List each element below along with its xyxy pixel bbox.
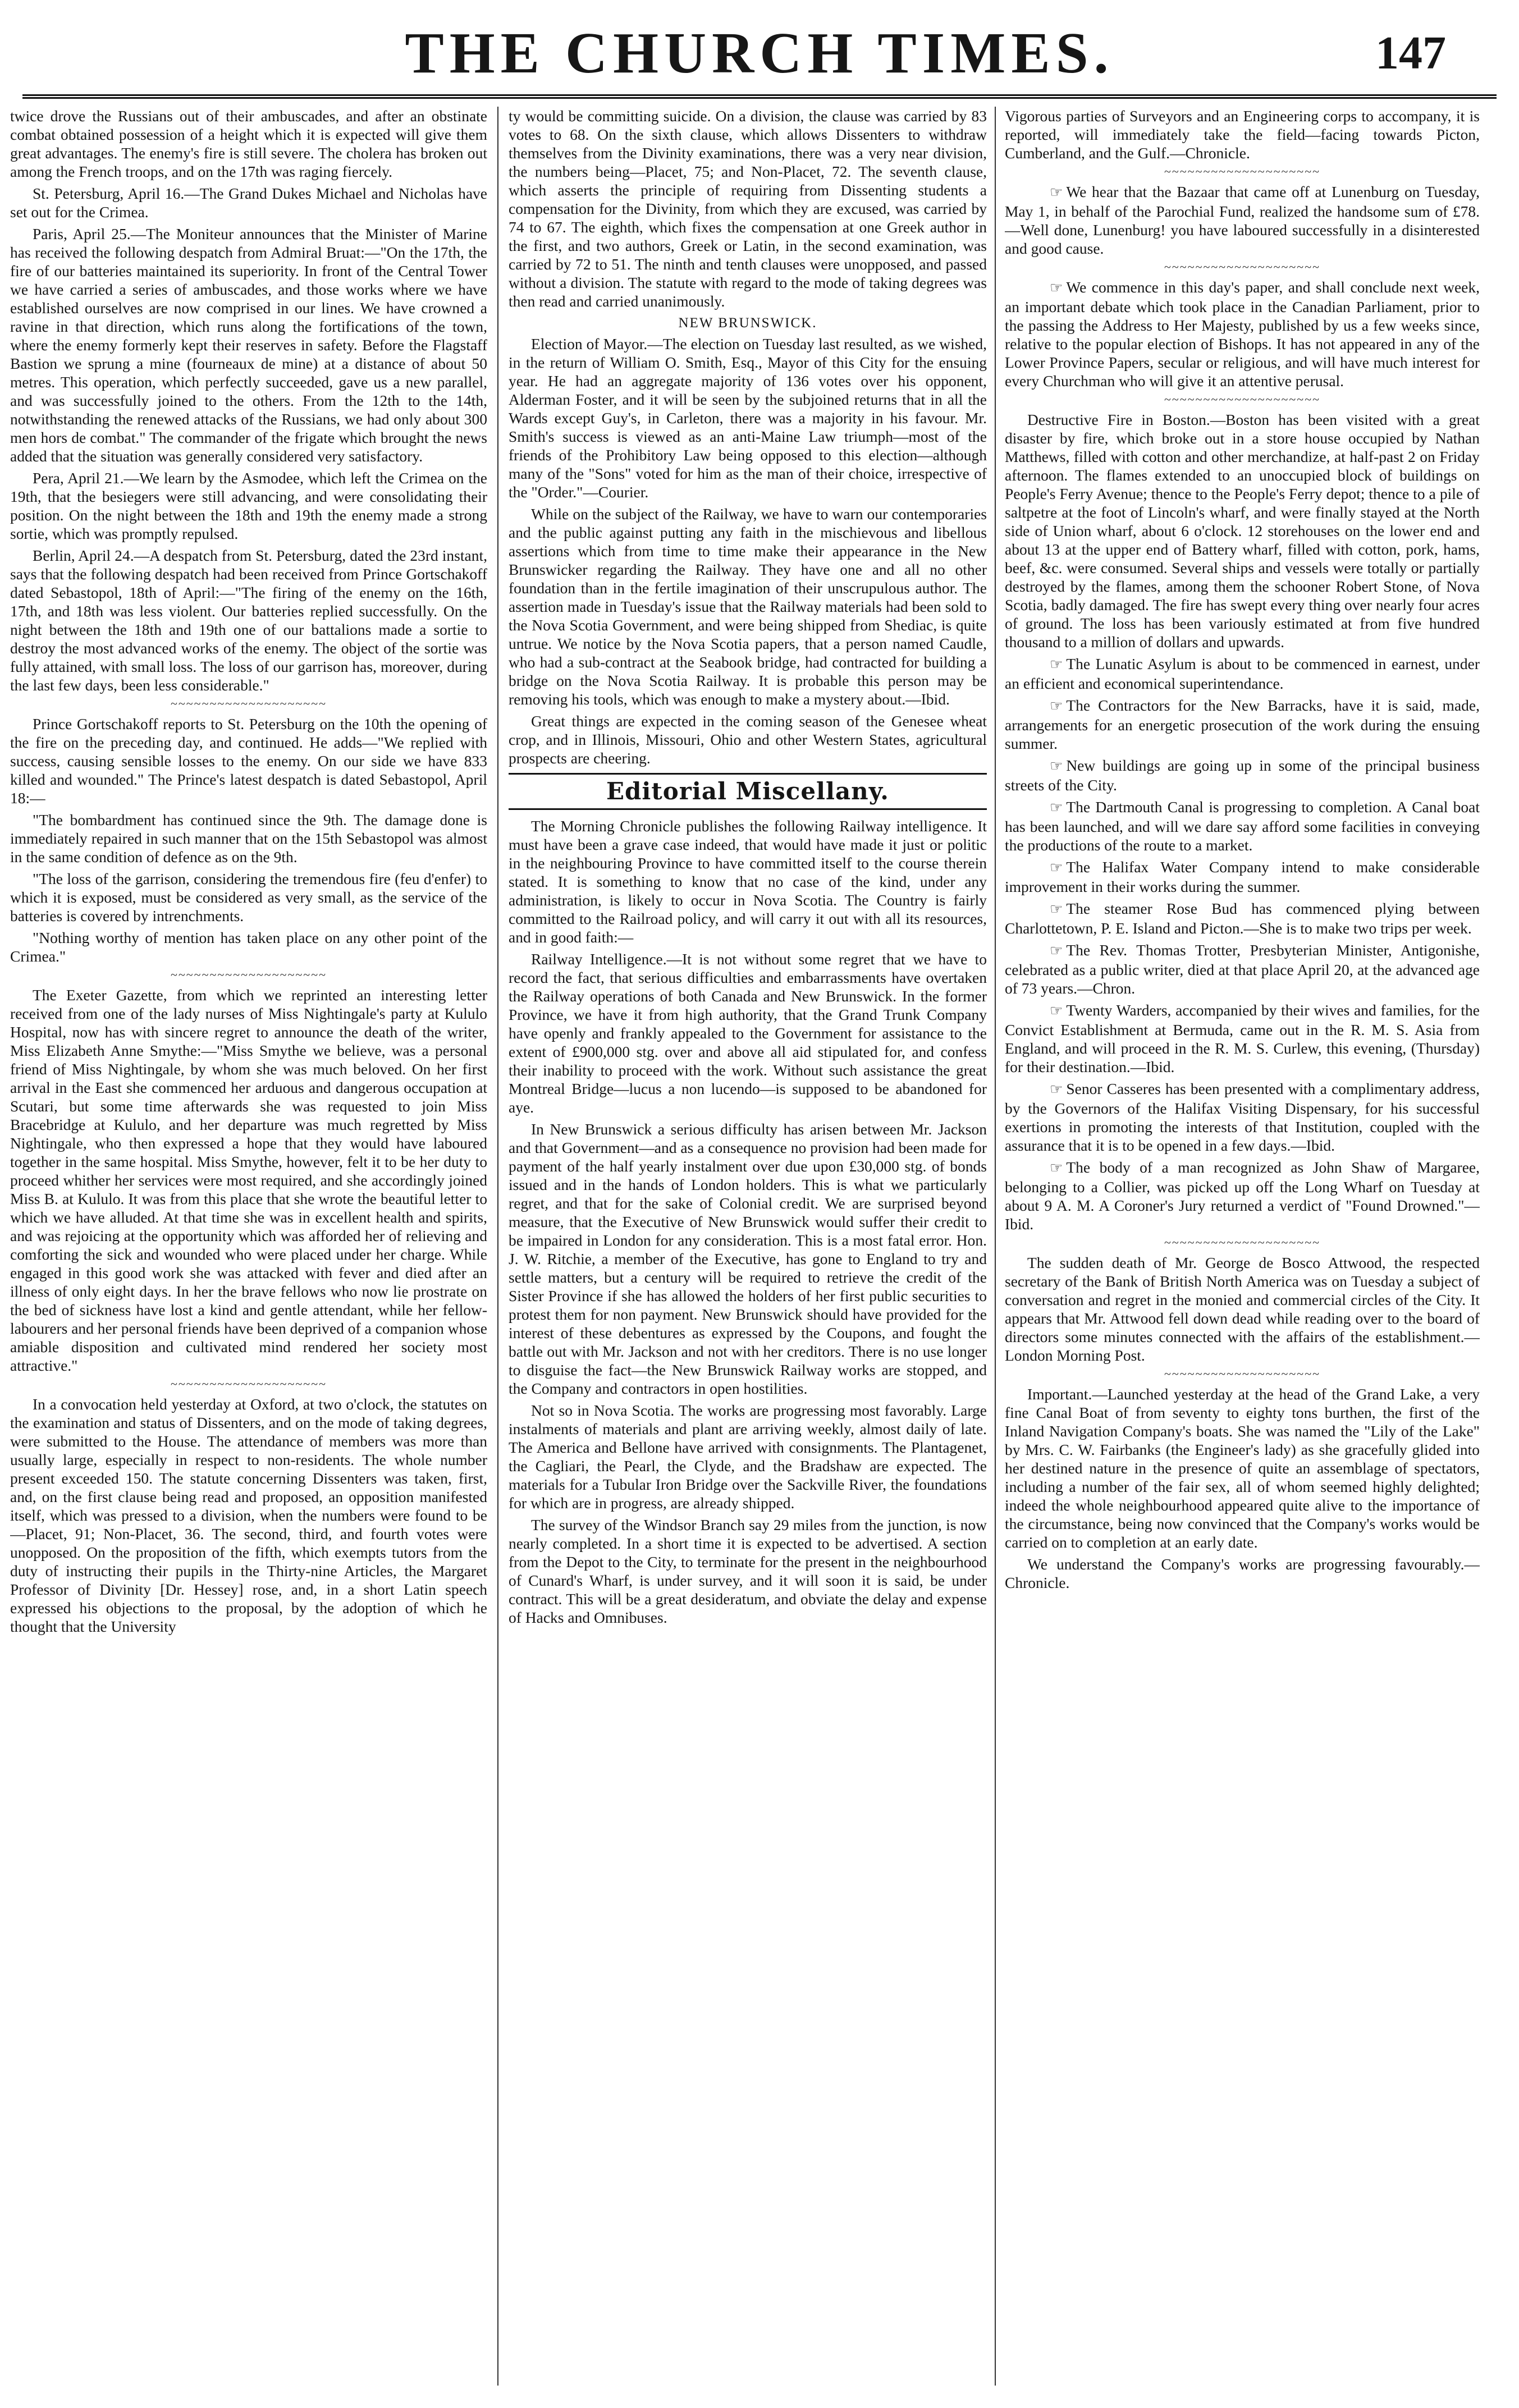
article-paragraph: The Exeter Gazette, from which we reprinted an interesting letter received from one of the lady nurses of Miss Nightingale's party at Kululo Hospital, now has with sincere regret to announce the death of the writer, Miss Elizabeth Anne Smythe:—"Miss Smythe we believe, was a personal friend of Miss Nightingale, by whom she was much beloved. On her first arrival in the East she commenced her arduous and dangerous occupation at Scutari, but some time afterwards she was requested to join Miss Bracebridge at Kululo, and her departure was much regretted by Miss Nightingale, who then expressed a hope that they would have laboured together in the same hospital. Miss Smythe, however, felt it to be her duty to proceed whither her services were most required, and she accordingly joined Miss B. at Kululo. It was from this place that she wrote the beautiful letter to which we have alluded. At that time she was in excellent health and spirits, and was rejoicing at the opportunity which was afforded her of relieving and comforting the sick and wounded who were placed under her charge. While engaged in this good work she was attacked with fever and died after an illness of only eight days. In her the brave fellows who now lie prostrate on the bed of sickness have lost a kind and gentle attendant, while her fellow-labourers and her personal friends have been deprived of a companion whose amiable disposition and cultivated mind rendered her society most attractive." (10, 986, 487, 1374)
article-paragraph: While on the subject of the Railway, we have to warn our contemporaries and the public against putting any faith in the mischievous and libellous assertions which from time to time make their appearance in the New Brunswicker regarding the Railway. They have one and all no other foundation than in the fertile imagination of their unscrupulous author. The assertion made in Tuesday's issue that the Railway materials had been sold to the Nova Scotia Government, and were being shipped from Shediac, is quite untrue. We notice by the Nova Scotia papers, that a person named Caudle, who had a sub-contract at the Seabook bridge, had contracted for building a bridge on the Nova Scotia Railway. It is probable this person may be removing his tools, which was enough to make a mystery about.—Ibid. (509, 505, 987, 708)
pointing-hand-icon (1027, 942, 1063, 960)
pointing-hand-icon (1027, 697, 1063, 716)
wavy-separator (1005, 261, 1480, 273)
wavy-separator (10, 969, 487, 981)
news-item: New buildings are going up in some of the principal business streets of the City. (1005, 757, 1480, 794)
news-item: The Dartmouth Canal is progressing to completion. A Canal boat has been launched, and will we dare say afford some facilities in conveying the productions of the route to a market. (1005, 798, 1480, 854)
article-paragraph: Berlin, April 24.—A despatch from St. Petersburg, dated the 23rd instant, says that the following despatch had been received from Prince Gortschakoff dated Sebastopol, 18th of April:—"The firing of the enemy on the 16th, 17th, and 18th was less violent. Our batteries replied successfully. On the night between the 18th and 19th one of our battalions made a sortie to destroy the most advanced works of the enemy. The object of the sortie was fully attained, with small loss. The loss of our garrison has, moreover, during the last few days, been less considerable." (10, 547, 487, 694)
masthead-rule (22, 94, 1497, 99)
news-item: The Lunatic Asylum is about to be commenced in earnest, under an efficient and economical superintendance. (1005, 655, 1480, 692)
article-paragraph: Important.—Launched yesterday at the head of the Grand Lake, a very fine Canal Boat of from seventy to eighty tons burthen, the first of the Inland Navigation Company's boats. She was named the "Lily of the Lake" by Mrs. C. W. Fairbanks (the Engineer's lady) as she gracefully glided into her destined nature in the presence of quite an assemblage of spectators, including a number of the fair sex, all of whom seemed highly delighted; indeed the whole neighbourhood appeared quite alive to the importance of the circumstance, being now convinced that the Company's works would be carried on to completion at an early date. (1005, 1385, 1480, 1551)
wavy-separator (1005, 1368, 1480, 1380)
column-divider (497, 107, 498, 2386)
article-paragraph: Destructive Fire in Boston.—Boston has been visited with a great disaster by fire, which broke out in a store house occupied by Nathan Matthews, filled with cotton and other merchandize, at half-past 2 on Friday afternoon. The flames extended to an unoccupied block of buildings on People's Ferry Avenue; thence to the People's Ferry depot; thence to a pile of saltpetre at the foot of Lincoln's wharf, and were finally stayed at the North side of Union wharf, about 6 o'clock. 12 storehouses on the lower end and about 13 at the upper end of Battery wharf, filled with cotton, pork, hams, beef, &c. were consumed. Several ships and vessels were totally or partially destroyed by the flames, among them the schooner Robert Stone, of Nova Scotia, badly damaged. The fire has swept every thing over nearly four acres of ground. The loss has been variously estimated at from five hundred thousand to a million of dollars and upwards. (1005, 411, 1480, 651)
column-1 (10, 107, 487, 2386)
article-paragraph: Paris, April 25.—The Moniteur announces that the Minister of Marine has received the following despatch from Admiral Bruat:—"On the 17th, the fire of our batteries maintained its superiority. In front of the Central Tower we have carried a series of ambuscades, and those works where we have established ourselves are now comprised in our lines. We have crowned a ravine in that direction, which runs along the fortifications of the town, where the enemy formerly kept their reserves in safety. Before the Flagstaff Bastion we sprung a mine (fourneaux de mine) at a distance of about 50 metres. This operation, which perfectly succeeded, gave us a new parallel, and was successfully joined to the others. From the 12th to the 14th, notwithstanding the renewed attacks of the Russians, we had only about 300 men hors de combat." The commander of the frigate which brought the news added that the situation was generally considered very satisfactory. (10, 225, 487, 465)
article-paragraph: The survey of the Windsor Branch say 29 miles from the junction, is now nearly completed. In a short time it is expected to be advertised. A section from the Depot to the City, to terminate for the present in the neighbourhood of Cunard's Wharf, is under survey, and it will soon it is said, be under contract. This will be a great desideratum, and obviate the delay and expense of Hacks and Omnibuses. (509, 1516, 987, 1626)
article-paragraph: "Nothing worthy of mention has taken place on any other point of the Crimea." (10, 929, 487, 965)
wavy-separator (10, 698, 487, 710)
column-divider (995, 107, 996, 2386)
article-paragraph: In a convocation held yesterday at Oxford, at two o'clock, the statutes on the examination and status of Dissenters, and on the mode of taking degrees, were submitted to the House. The attendance of members was more than usually large, especially in respect to non-residents. The whole number present exceeded 150. The statute concerning Dissenters was taken, first, and, on the first clause being read and proposed, an opposition manifested itself, which was pressed to a division, when the numbers were found to be—Placet, 91; Non-Placet, 36. The second, third, and fourth votes were unopposed. On the proposition of the fifth, which exempts tutors from the duty of instructing their pupils in the Thirty-nine Articles, the Margaret Professor of Divinity [Dr. Hessey] rose, and, in a short Latin speech expressed his objections to the proposal, by the adoption of which he thought that the University (10, 1395, 487, 1635)
article-paragraph: We understand the Company's works are progressing favourably.—Chronicle. (1005, 1555, 1480, 1591)
news-item: The steamer Rose Bud has commenced plying between Charlottetown, P. E. Island and Picton.—She is to make two trips per week. (1005, 900, 1480, 937)
editorial-miscellany-heading: Editorial Miscellany. (509, 773, 987, 810)
pointing-hand-icon (1027, 900, 1063, 919)
article-paragraph: Not so in Nova Scotia. The works are progressing most favorably. Large instalments of materials and plant are arriving weekly, almost daily of late. The America and Bellone have arrived with consignments. The Plantagenet, the Cagliari, the Pearl, the Clyde, and the Bradshaw are expected. The materials for a Tubular Iron Bridge over the Sackville River, the foundations for which are in progress, are already shipped. (509, 1402, 987, 1512)
article-paragraph: Prince Gortschakoff reports to St. Petersburg on the 10th the opening of the fire on the preceding day, and continued. He adds—"We replied with success, causing sensible losses to the enemy. On our side we have 833 killed and wounded." The Prince's latest despatch is dated Sebastopol, April 18:— (10, 715, 487, 807)
article-paragraph: Pera, April 21.—We learn by the Asmodee, which left the Crimea on the 19th, that the besiegers were still advancing, and were consolidating their position. On the night between the 18th and 19th the enemy made a strong sortie, which was promptly repulsed. (10, 469, 487, 542)
news-item: The Rev. Thomas Trotter, Presbyterian Minister, Antigonishe, celebrated as a public writer, died at that place April 20, at the advanced age of 73 years.—Chron. (1005, 941, 1480, 997)
column-3 (1005, 107, 1480, 2386)
pointing-hand-icon (1027, 656, 1063, 674)
news-item: We hear that the Bazaar that came off at Lunenburg on Tuesday, May 1, in behalf of the Parochial Fund, realized the handsome sum of £78.—Well done, Lunenburg! you have laboured successfully in a disinterested and good cause. (1005, 183, 1480, 257)
pointing-hand-icon (1027, 184, 1063, 202)
article-paragraph: Vigorous parties of Surveyors and an Engineering corps to accompany, it is reported, will immediately take the field—facing towards Picton, Cumberland, and the Gulf.—Chronicle. (1005, 107, 1480, 162)
news-item: The Halifax Water Company intend to make considerable improvement in their works during the summer. (1005, 858, 1480, 895)
article-paragraph: twice drove the Russians out of their ambuscades, and after an obstinate combat obtained possession of a height which it is expected will give them great advantages. The enemy's fire is still severe. The cholera has broken out among the French troops, and on the 17th was raging fiercely. (10, 107, 487, 180)
section-subhead: NEW BRUNSWICK. (678, 315, 817, 331)
article-paragraph: "The bombardment has continued since the 9th. The damage done is immediately repaired in such manner that on the 15th Sebastopol was almost in the same condition of defence as on the 9th. (10, 811, 487, 866)
wavy-separator (1005, 393, 1480, 406)
article-paragraph: ty would be committing suicide. On a division, the clause was carried by 83 votes to 68. On the sixth clause, which allows Dissenters to withdraw themselves from the Divinity examinations, there was a very near division, the numbers being—Placet, 75; and Non-Placet, 72. The seventh clause, which asserts the principle of requiring from Dissenting students a compensation for the Divinity, from which they are excused, was carried by 74 to 67. The eighth, which fixes the compensation at one Greek author in the first, and two authors, Greek or Latin, in the second examination, was carried by 72 to 51. The ninth and tenth clauses were unopposed, and passed without a division. The statute with regard to the mode of taking degrees was then read and carried unanimously. (509, 107, 987, 310)
article-paragraph: "The loss of the garrison, considering the tremendous fire (feu d'enfer) to which it is exposed, must be considered as very small, as the service of the batteries is covered by intrenchments. (10, 870, 487, 924)
article-paragraph: The Morning Chronicle publishes the following Railway intelligence. It must have been a grave case indeed, that would have made it just or politic in the neighbouring Province to have committed itself to the course therein stated. It is something to know that no case of the kind, under any administration, is likely to occur in Nova Scotia. The Country is fairly committed to the Railroad policy, and will carry it out with all its resources, and in good faith:— (509, 817, 987, 946)
news-item: Senor Casseres has been presented with a complimentary address, by the Governors of the Halifax Visiting Dispensary, for his successful exertions in promoting the interests of that Institution, coupled with the assurance that it is to be opened in a few days.—Ibid. (1005, 1080, 1480, 1154)
pointing-hand-icon (1027, 279, 1063, 297)
pointing-hand-icon (1027, 1002, 1063, 1020)
article-paragraph: Great things are expected in the coming season of the Genesee wheat crop, and in Illinois, Missouri, Ohio and other Western States, agricultural prospects are cheering. (509, 712, 987, 767)
wavy-separator (1005, 166, 1480, 178)
news-item: Twenty Warders, accompanied by their wives and families, for the Convict Establishment at Bermuda, came out in the R. M. S. Asia from England, and will proceed in the R. M. S. Curlew, this evening, (Thursday) for their destination.—Ibid. (1005, 1001, 1480, 1075)
pointing-hand-icon (1027, 757, 1063, 776)
newspaper-title: THE CHURCH TIMES. (405, 21, 1114, 85)
wavy-separator (1005, 1237, 1480, 1249)
page-number: 147 (1375, 27, 1446, 79)
news-item: We commence in this day's paper, and shall conclude next week, an important debate which took place in the Canadian Parliament, prior to the passing the Address to Her Majesty, published by us a few weeks since, relative to the popular election of Bishops. It has not appeared in any of the Lower Province Papers, secular or religious, and will have much interest for every Churchman who will give it an attentive perusal. (1005, 278, 1480, 390)
column-2 (509, 107, 987, 2386)
article-paragraph: The sudden death of Mr. George de Bosco Attwood, the respected secretary of the Bank of British North America was on Tuesday a subject of conversation and regret in the monied and commercial circles of the City. It appears that Mr. Attwood fell down dead while reading over to the board of directors some minutes connected with the affairs of the establishment.—London Morning Post. (1005, 1254, 1480, 1364)
pointing-hand-icon (1027, 799, 1063, 817)
article-paragraph: In New Brunswick a serious difficulty has arisen between Mr. Jackson and that Government—and as a consequence no provision had been made for payment of the half yearly instalment over due upon £30,000 stg. of bonds issued and in the hands of London holders. This is what we particularly regret, and that for the sake of Colonial credit. We are surprised beyond measure, that the Executive of New Brunswick would suffer their credit to be impaired in London for any consideration. This is a most fatal error. Hon. J. W. Ritchie, a member of the Executive, has gone to England to try and settle matters, but a century will be required to retrieve the credit of the Sister Province if she has allowed the holders of her first public securities to protest them for non payment. New Brunswick should have provided for the interest of these debentures as expressed by the Coupons, and fought the battle out with Mr. Jackson and not with her creditors. There is no use longer to disguise the fact—the New Brunswick Railway works are stopped, and the Company and contractors in open hostilities. (509, 1120, 987, 1397)
news-item: The Contractors for the New Barracks, have it is said, made, arrangements for an energetic prosecution of the work during the ensuing summer. (1005, 697, 1480, 752)
pointing-hand-icon (1027, 1159, 1063, 1178)
pointing-hand-icon (1027, 859, 1063, 877)
article-paragraph: Railway Intelligence.—It is not without some regret that we have to record the fact, that serious difficulties and embarrassments have overtaken the Railway operations of both Canada and New Brunswick. In the former Province, we have it from high authority, that the Grand Trunk Company have openly and frankly appealed to the Government for assistance to the extent of £900,000 stg. over and above all aid stipulated for, and confess their inability to proceed with the work. Without such assistance the great Montreal Bridge—lucus a non lucendo—is supposed to be abandoned for aye. (509, 950, 987, 1116)
news-item: The body of a man recognized as John Shaw of Margaree, belonging to a Collier, was picked up off the Long Wharf on Tuesday at about 9 A. M. A Coroner's Jury returned a verdict of "Found Drowned."—Ibid. (1005, 1159, 1480, 1233)
wavy-separator (10, 1378, 487, 1390)
article-paragraph: St. Petersburg, April 16.—The Grand Dukes Michael and Nicholas have set out for the Crimea. (10, 185, 487, 221)
masthead (0, 22, 1519, 84)
article-paragraph: Election of Mayor.—The election on Tuesday last resulted, as we wished, in the return of William O. Smith, Esq., Mayor of this City for the ensuing year. He had an aggregate majority of 136 votes over his opponent, Alderman Foster, and it will be seen by the subjoined returns that in all the Wards except Guy's, in Carleton, there was a majority in his favour. Mr. Smith's success is viewed as an anti-Maine Law triumph—most of the friends of the Prohibitory Law being opposed to this election—although many of the "Sons" voted for him as the man of their choice, irrespective of the "Order."—Courier. (509, 335, 987, 501)
pointing-hand-icon (1027, 1081, 1063, 1099)
